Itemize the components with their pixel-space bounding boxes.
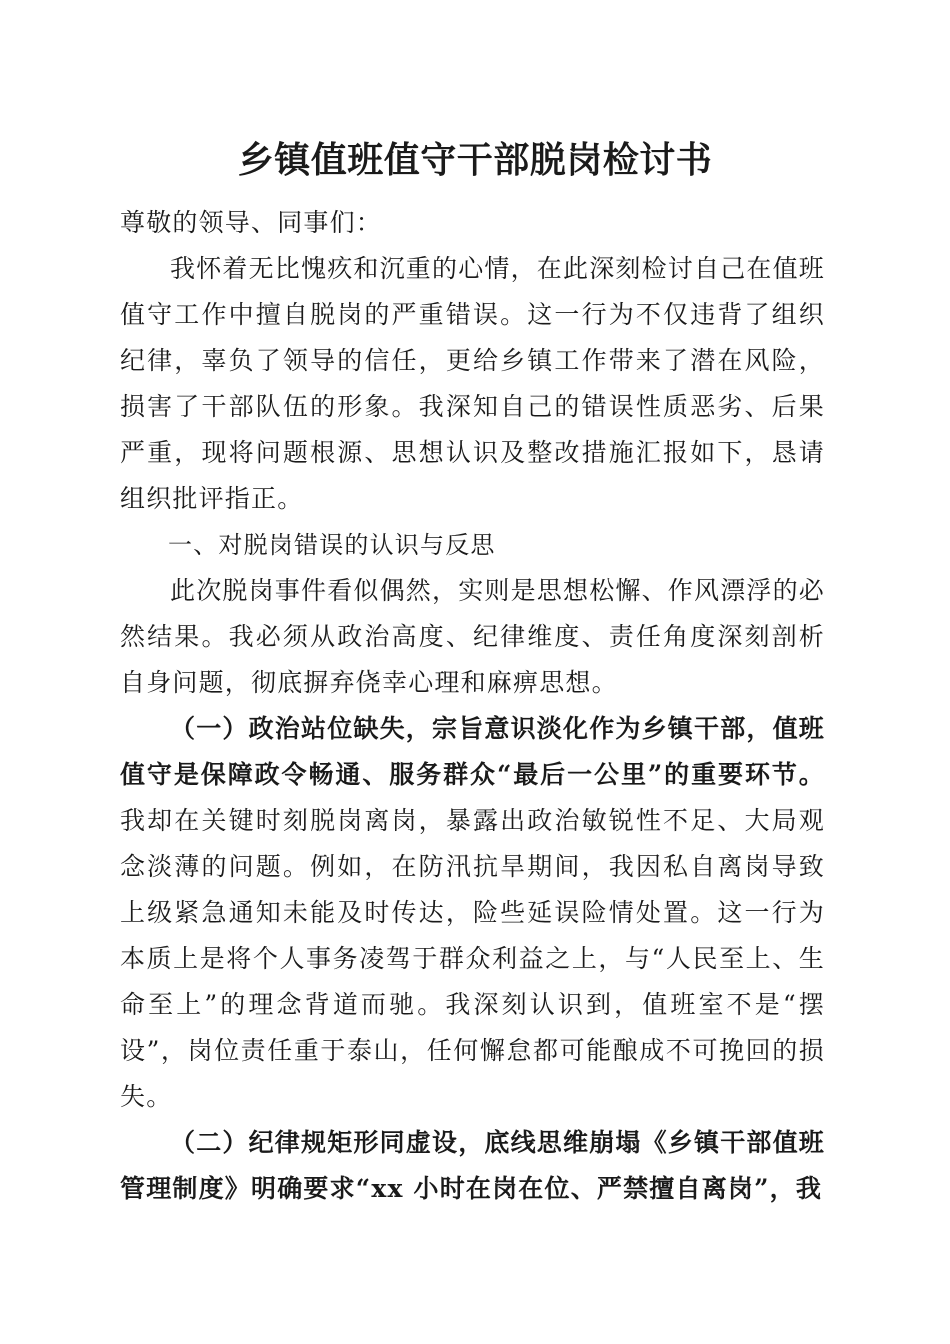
section1-paragraph: 此次脱岗事件看似偶然，实则是思想松懈、作风漂浮的必然结果。我必须从政治高度、纪律维度、责任角度深刻剖析自身问题，彻底摒弃侥幸心理和麻痹思想。 [120,576,826,697]
subsection-1-text: 我却在关键时刻脱岗离岗，暴露出政治敏锐性不足、大局观念淡薄的问题。例如，在防汛抗旱期间，我因私自离岗导致上级紧急通知未能及时传达，险些延误险情处置。这一行为本质上是将个人事务凌驾于群众利益之上，与“人民至上、生命至上”的理念背道而驰。我深刻认识到，值班室不是“摆设”，岗位责任重于泰山，任何懈怠都可能酿成不可挽回的损失。 [120,806,825,1111]
subsection-2-paragraph [120,1120,825,1212]
salutation: 尊敬的领导、同事们： [120,208,383,237]
section-heading-1: 一、对脱岗错误的认识与反思 [168,531,496,559]
intro-paragraph: 我怀着无比愧疚和沉重的心情，在此深刻检讨自己在值班值守工作中擅自脱岗的严重错误。这一行为不仅违背了组织纪律，辜负了领导的信任，更给乡镇工作带来了潜在风险，损害了干部队伍的形象。我深知自己的错误性质恶劣、后果严重，现将问题根源、思想认识及整改措施汇报如下，恳请组织批评指正。 [120,254,826,513]
document-body [120,200,825,1212]
subsection-1-paragraph [120,706,825,1120]
subsection-2-lead: （二）纪律规矩形同虚设，底线思维崩塌 [170,1128,642,1157]
document-title: 乡镇值班值守干部脱岗检讨书 [237,139,713,181]
subsection-2-text: 《乡镇干部值班管理制度》明确要求“xx 小时在岗在位、严禁擅自离岗”，我 [120,1128,826,1203]
subsection-1-lead: （一）政治站位缺失，宗旨意识淡化作为乡镇干部，值班值守是保障政令畅通、服务群众“最后一公里”的重要环节。 [120,714,826,789]
